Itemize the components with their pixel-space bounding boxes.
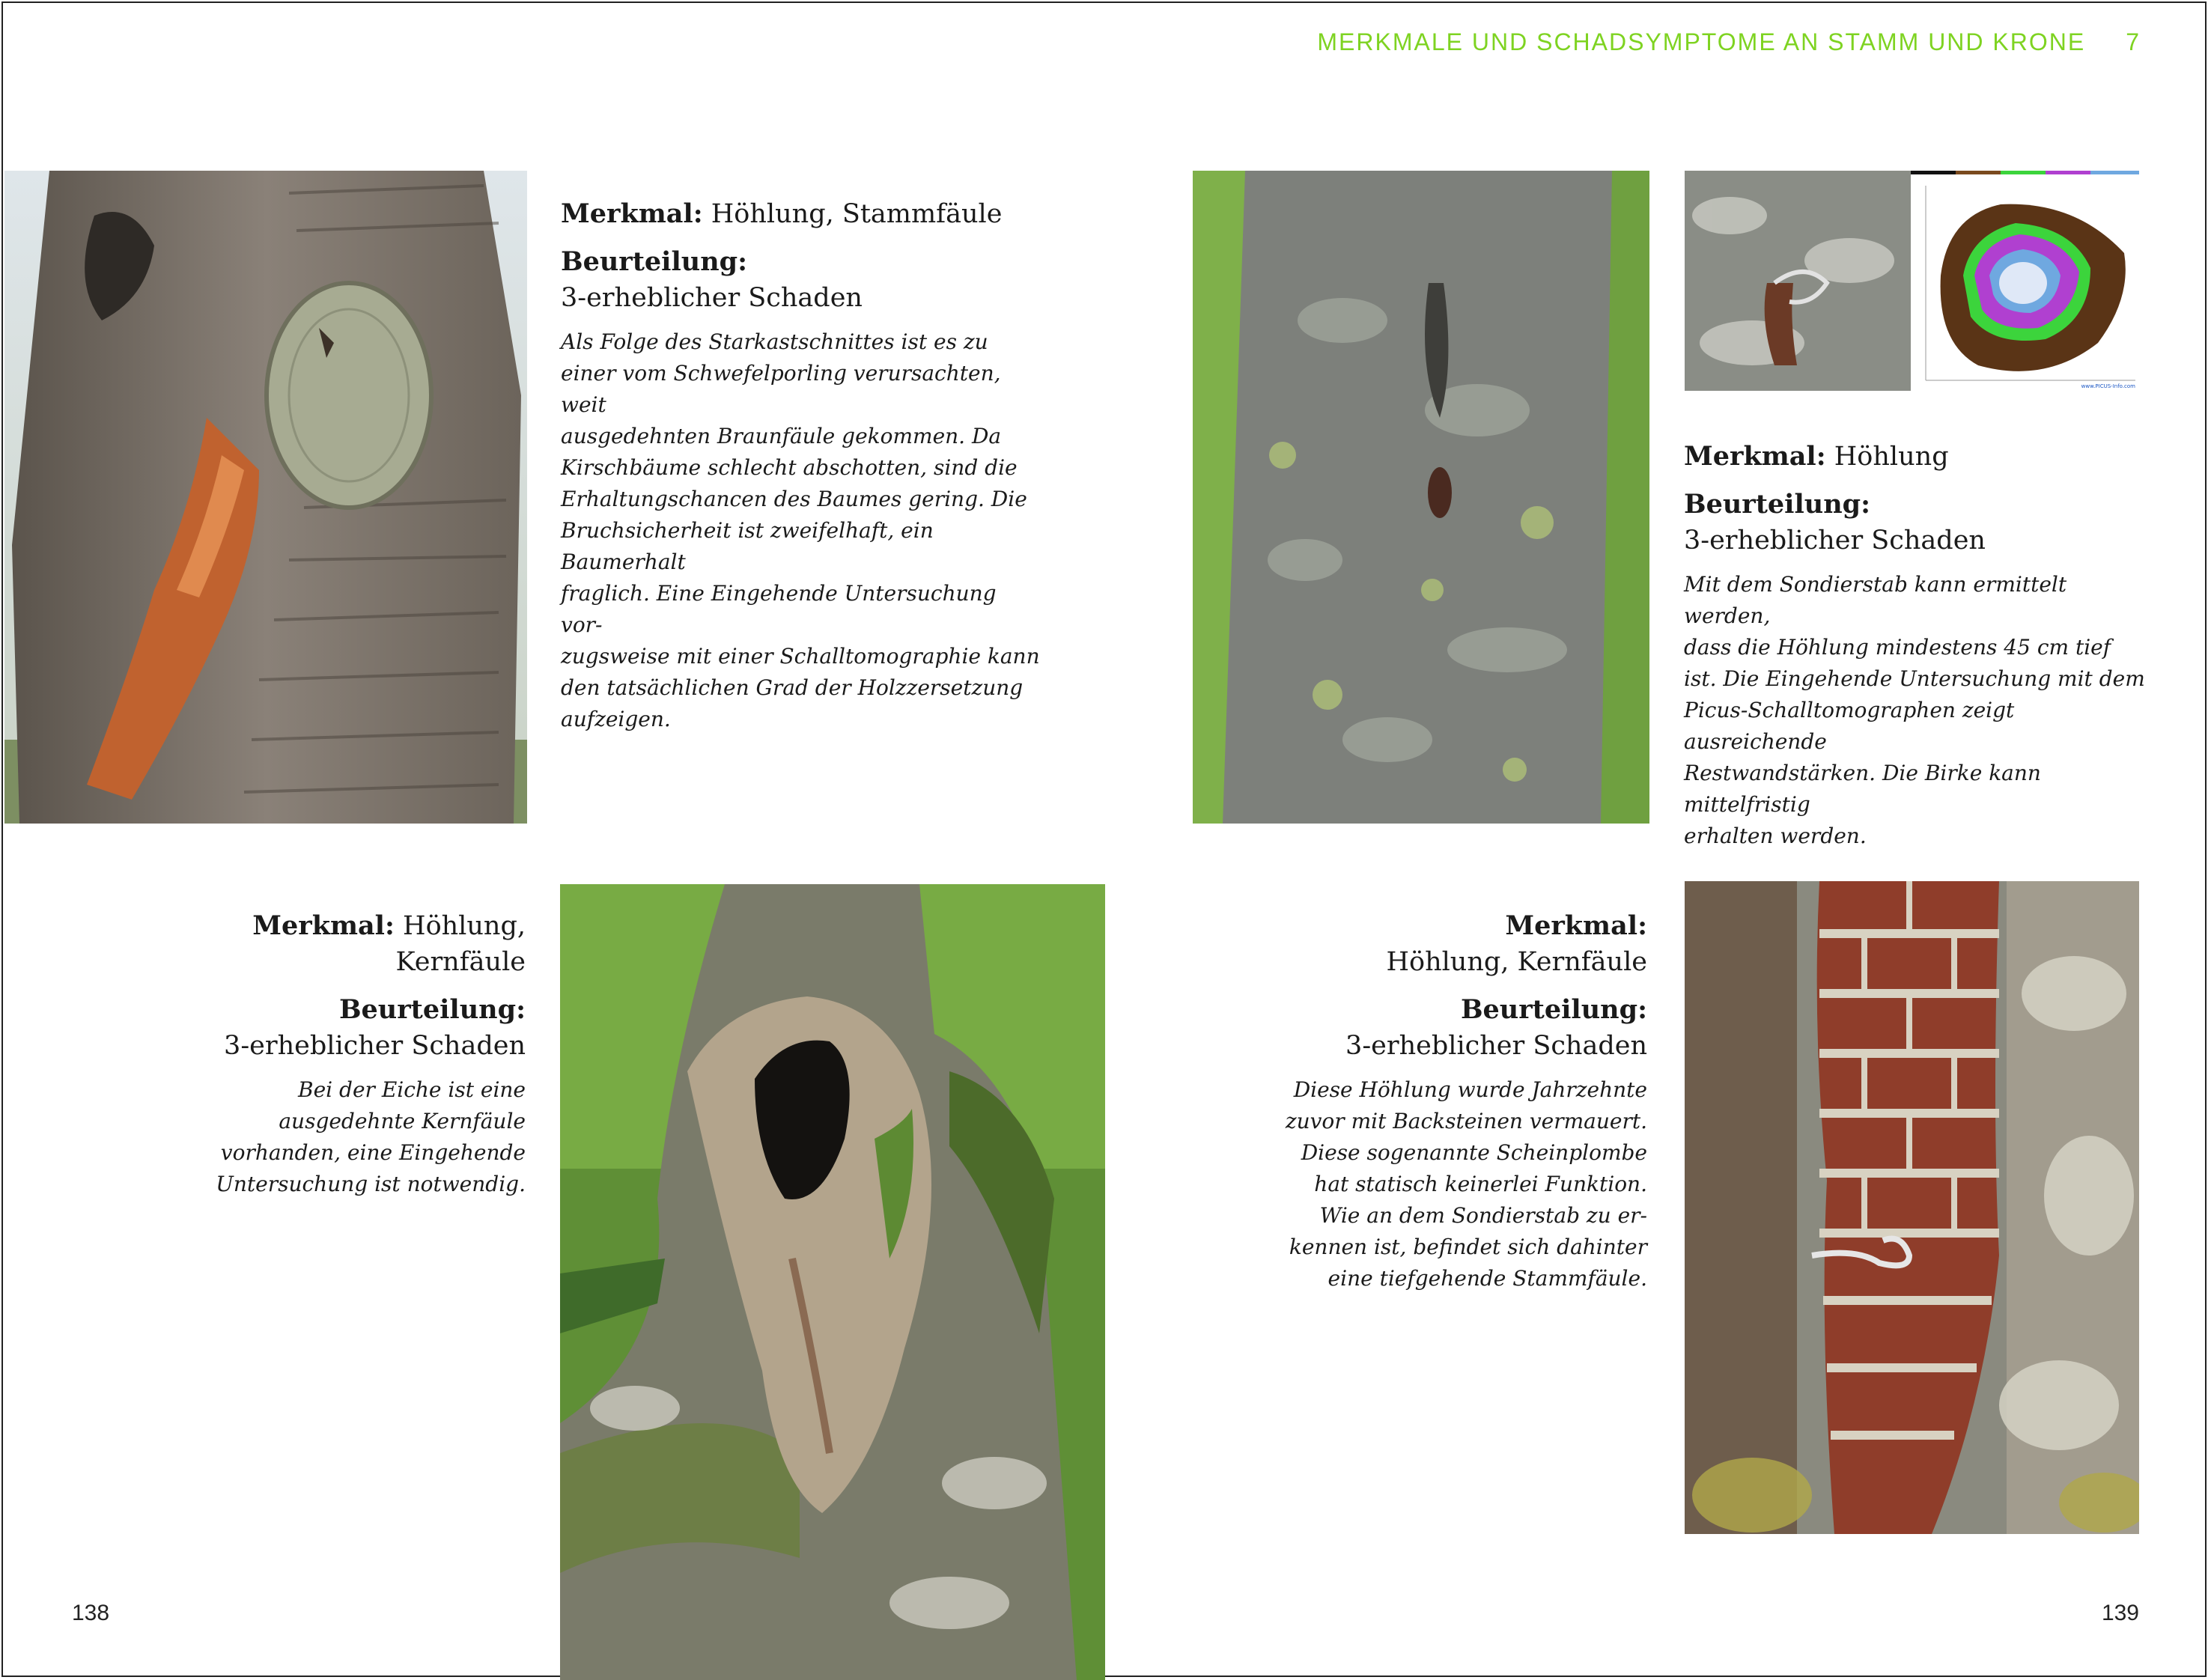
merkmal-label: Merkmal: <box>1505 910 1647 941</box>
description-line: ist. Die Eingehende Untersuchung mit dem <box>1684 666 2145 691</box>
description-line: Bei der Eiche ist eine <box>298 1077 526 1102</box>
entry-brick <box>1243 908 1647 1294</box>
photo-probe-detail <box>1685 171 1911 391</box>
photo-birch-trunk <box>1193 171 1649 824</box>
description-line: ausgedehnte Kernfäule <box>279 1109 526 1133</box>
photo-brick-filling <box>1685 881 2139 1534</box>
header-title: MERKMALE UND SCHADSYMPTOME AN STAMM UND KRONE <box>1317 28 2086 55</box>
beurteilung-value: 3-erheblicher Schaden <box>224 1031 526 1061</box>
description <box>561 326 1040 735</box>
beurteilung-value: 3-erheblicher Schaden <box>561 283 863 313</box>
description-line: ausgedehnten Braunfäule gekommen. Da <box>561 424 1002 448</box>
description-line: Kirschbäume schlecht abschotten, sind die <box>561 455 1018 480</box>
merkmal-value-line2: Kernfäule <box>395 947 526 977</box>
description-line: aufzeigen. <box>561 707 671 731</box>
beurteilung-label: Beurteilung: <box>561 246 748 277</box>
description-line: den tatsächlichen Grad der Holzzersetzung <box>561 675 1024 700</box>
merkmal-label: Merkmal: <box>1684 441 1826 472</box>
entry-cherry <box>561 196 1040 735</box>
description-line: Untersuchung ist notwendig. <box>216 1172 526 1196</box>
merkmal-value: Höhlung, <box>403 911 526 941</box>
page-number-right: 139 <box>2101 1601 2139 1625</box>
description-line: kennen ist, befindet sich dahinter <box>1289 1235 1647 1259</box>
description-line: Erhaltungschancen des Baumes gering. Die <box>561 487 1027 511</box>
description <box>1243 1074 1647 1294</box>
merkmal-label: Merkmal: <box>252 910 395 941</box>
beurteilung-label-line <box>187 992 526 1028</box>
photo-oak-cavity <box>560 884 1105 1680</box>
tomogram-chart <box>1911 171 2139 391</box>
description <box>187 1074 526 1200</box>
tomogram-caption: www.PICUS-Info.com <box>2081 383 2135 389</box>
beurteilung-value: 3-erheblicher Schaden <box>1345 1031 1647 1061</box>
beurteilung-label-line <box>561 244 1040 280</box>
description-line: hat statisch keinerlei Funktion. <box>1314 1172 1647 1196</box>
merkmal-value: Höhlung, Stammfäule <box>711 199 1003 229</box>
description-line: Restwandstärken. Die Birke kann mittelfristig <box>1684 761 2041 817</box>
merkmal-line <box>1684 439 2148 475</box>
merkmal-line <box>561 196 1040 232</box>
description-line: vorhanden, eine Eingehende <box>220 1140 526 1165</box>
description-line: eine tiefgehende Stammfäule. <box>1327 1266 1647 1291</box>
entry-birch <box>1684 439 2148 852</box>
description-line: Als Folge des Starkastschnittes ist es zu <box>561 329 988 354</box>
description-line: erhalten werden. <box>1684 824 1867 848</box>
description-line: zugsweise mit einer Schalltomographie kann <box>561 644 1040 669</box>
description-line: Bruchsicherheit ist zweifelhaft, ein Baumerhalt <box>561 518 934 574</box>
chapter-number: 7 <box>2126 28 2141 55</box>
entry-oak <box>187 908 526 1200</box>
page-number-left: 138 <box>72 1601 110 1625</box>
description-line: zuvor mit Backsteinen vermauert. <box>1285 1109 1647 1133</box>
beurteilung-label: Beurteilung: <box>1684 489 1871 520</box>
description-line: Mit dem Sondierstab kann ermittelt werden, <box>1684 572 2067 628</box>
beurteilung-label-line <box>1684 487 2148 523</box>
merkmal-line <box>187 908 526 944</box>
merkmal-value: Höhlung, Kernfäule <box>1386 947 1647 977</box>
description-line: fraglich. Eine Eingehende Untersuchung vor- <box>561 581 997 637</box>
description <box>1684 569 2148 852</box>
beurteilung-value: 3-erheblicher Schaden <box>1684 526 1986 556</box>
description-line: Picus-Schalltomographen zeigt ausreichende <box>1684 698 2015 754</box>
beurteilung-label-line <box>1243 992 1647 1028</box>
merkmal-label: Merkmal: <box>561 198 703 229</box>
photo-cherry-trunk <box>4 171 527 824</box>
description-line: dass die Höhlung mindestens 45 cm tief <box>1684 635 2111 660</box>
running-header <box>1317 28 2141 56</box>
description-line: Diese sogenannte Scheinplombe <box>1301 1140 1647 1165</box>
merkmal-line <box>1243 908 1647 944</box>
description-line: Diese Höhlung wurde Jahrzehnte <box>1293 1077 1647 1102</box>
beurteilung-label: Beurteilung: <box>338 994 526 1025</box>
description-line: einer vom Schwefelporling verursachten, weit <box>561 361 1001 417</box>
description-line: Wie an dem Sondierstab zu er- <box>1319 1203 1647 1228</box>
merkmal-value: Höhlung <box>1834 442 1949 472</box>
beurteilung-label: Beurteilung: <box>1460 994 1647 1025</box>
